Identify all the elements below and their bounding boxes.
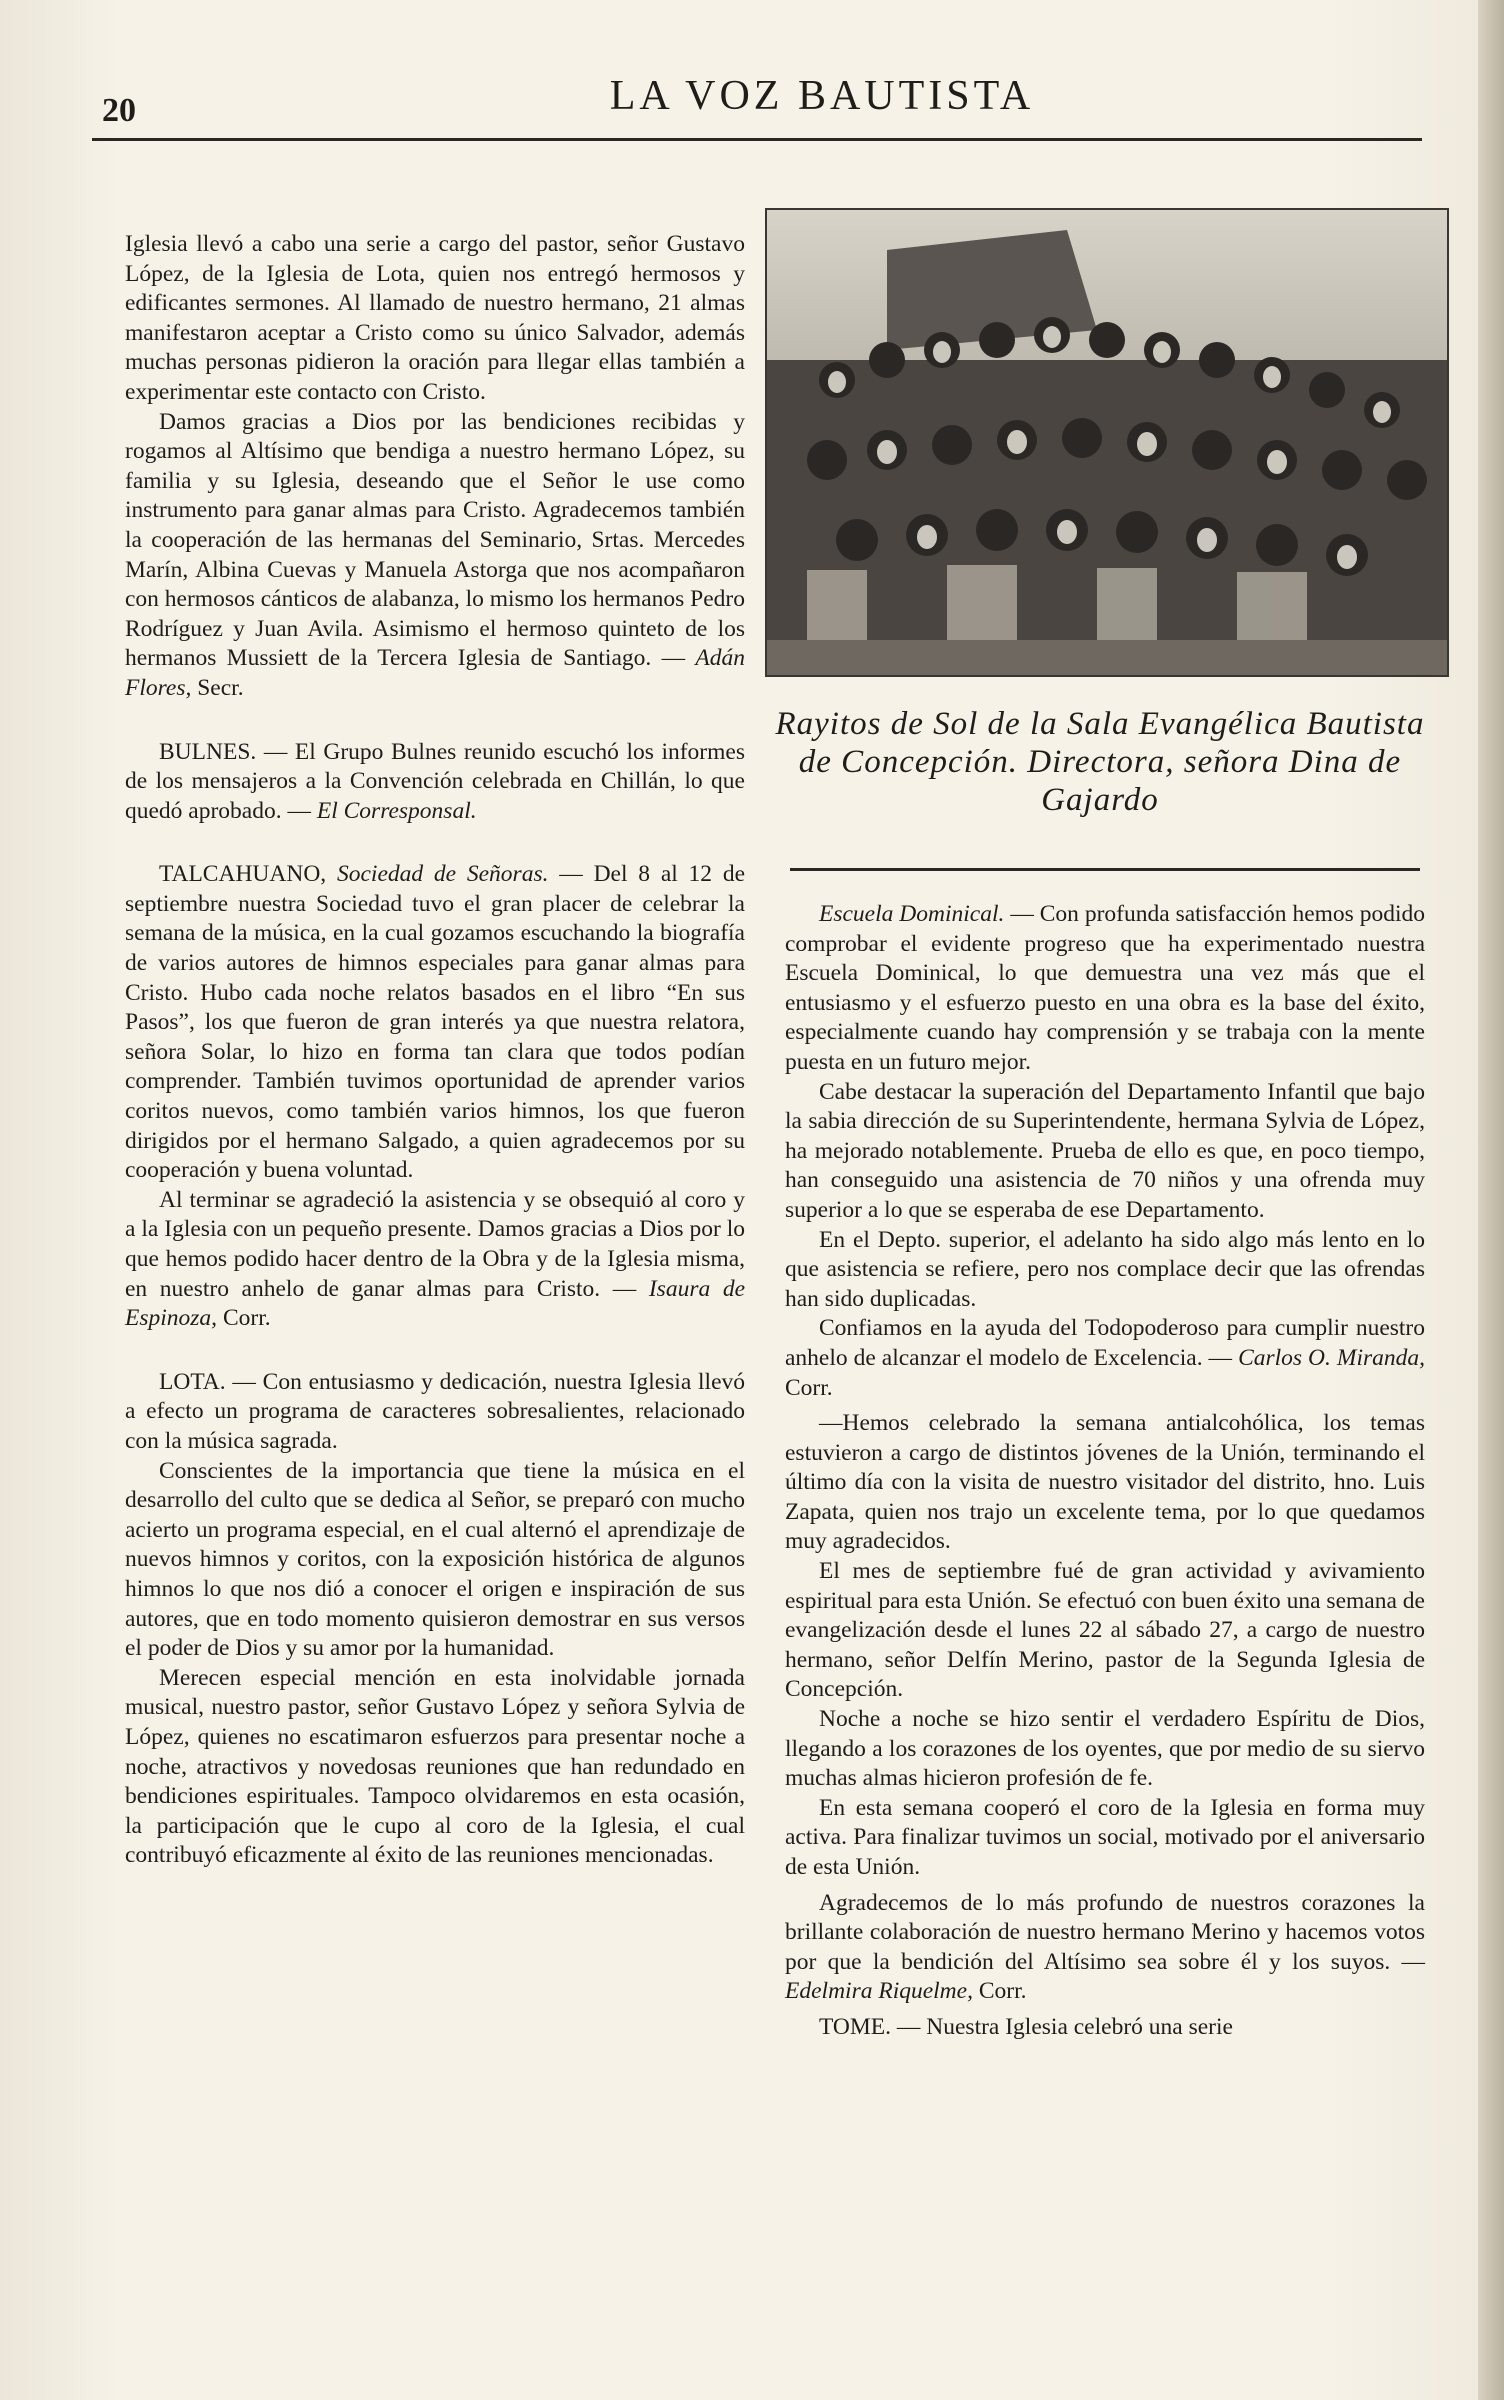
paragraph: Agradecemos de lo más profundo de nuestros corazones la brillante colaboración de nuestro hermano Merino y hacemos votos por que la bendición del Altísimo sea sobre él y los suyos. — Edelmira Riquelme, Corr.: [785, 1889, 1425, 2005]
signature: Isaura de Espinoza,: [125, 1275, 746, 1332]
photo-caption: Rayitos de Sol de la Sala Evangélica Bautista de Concepción. Directora, señora Dina de Gajardo: [775, 706, 1425, 818]
paragraph: TALCAHUANO, Sociedad de Señoras. — Del 8 al 12 de septiembre nuestra Sociedad tuvo el gran placer de celebrar la semana de la música, en la cual gozamos escuchando la biografía de varios autores de himnos especiales para ganar almas para Cristo. Hubo cada noche relatos basados en el libro “En sus Pasos”, los que fueron de gran interés ya que nuestra relatora, señora Solar, lo hizo en forma tan clara que todos podían comprender. También tuvimos oportunidad de aprender varios coritos nuevos, como también varios himnos, los que fueron dirigidos por el hermano Salgado, a quien agradecemos por su cooperación y buena voluntad.: [125, 861, 746, 1184]
paragraph: En el Depto. superior, el adelanto ha sido algo más lento en lo que asistencia se refiere, pero nos complace decir que las ofrendas han sido duplicadas.: [785, 1226, 1425, 1312]
section-rule: [790, 868, 1420, 871]
paragraph: Confiamos en la ayuda del Todopoderoso para cumplir nuestro anhelo de alcanzar el modelo de Excelencia. — Carlos O. Miranda, Corr.: [785, 1315, 1426, 1401]
signature: Edelmira Riquelme,: [785, 1978, 973, 2005]
page-number: 20: [102, 92, 136, 129]
paragraph: LOTA. — Con entusiasmo y dedicación, nuestra Iglesia llevó a efecto un programa de caracteres sobresalientes, relacionado con la música sagrada.: [125, 1368, 745, 1454]
paragraph: TOME. — Nuestra Iglesia celebró una serie: [819, 2013, 1233, 2040]
photo-image: [767, 210, 1447, 675]
paragraph: En esta semana cooperó el coro de la Iglesia en forma muy activa. Para finalizar tuvimos un social, motivado por el aniversario de esta Unión.: [785, 1794, 1425, 1880]
paragraph: Merecen especial mención en esta inolvidable jornada musical, nuestro pastor, señor Gustavo López y señora Sylvia de López, quienes no escatimaron esfuerzos para presentar noche a noche, atractivos y novedosas reuniones que han redundado en bendiciones espirituales. Tampoco olvidaremos en esta ocasión, la participación que le cupo al coro de la Iglesia, el cual contribuyó eficazmente al éxito de las reuniones mencionadas.: [125, 1664, 745, 1869]
paragraph: Conscientes de la importancia que tiene la música en el desarrollo del culto que se dedica al Señor, se preparó con mucho acierto un programa especial, en el cual alternó el aprendizaje de nuevos himnos y coritos, con la exposición histórica de algunos himnos lo que nos dió a conocer el origen e inspiración de sus autores, que en todo momento quisieron demostrar en sus versos el poder de Dios y su amor por la humanidad.: [125, 1457, 745, 1662]
signature: El Corresponsal.: [316, 797, 477, 824]
signature: Adán Flores,: [125, 645, 746, 701]
page-header: [92, 62, 1422, 142]
left-column: [125, 230, 745, 1871]
publication-title: LA VOZ BAUTISTA: [609, 73, 1035, 119]
paragraph: Iglesia llevó a cabo una serie a cargo del pastor, señor Gustavo López, de la Iglesia de Lota, quien nos entregó hermosos y edificantes sermones. Al llamado de nuestro hermano, 21 almas manifestaron aceptar a Cristo como su único Salvador, además muchas personas pidieron la oración para llegar ellas también a experimentar este contacto con Cristo.: [125, 231, 745, 405]
paragraph: Al terminar se agradeció la asistencia y se obsequió al coro y a la Iglesia con un pequeño presente. Damos gracias a Dios por lo que hemos podido hacer dentro de la Obra y de la Iglesia misma, en nuestro anhelo de ganar almas para Cristo. — Isaura de Espinoza, Corr.: [125, 1186, 746, 1332]
section-subtitle: Escuela Dominical.: [819, 901, 1005, 927]
page-binding-edge: [1478, 0, 1504, 2400]
group-photo: [765, 208, 1449, 677]
paragraph: El mes de septiembre fué de gran actividad y avivamiento espiritual para esta Unión. Se efectuó con buen éxito una semana de evangelización desde el lunes 22 al sábado 27, a cargo de nuestro hermano, señor Delfín Merino, pastor de la Segunda Iglesia de Concepción.: [785, 1558, 1425, 1703]
paragraph: BULNES. — El Grupo Bulnes reunido escuchó los informes de los mensajeros a la Convención celebrada en Chillán, lo que quedó aprobado. — El Corresponsal.: [125, 738, 745, 824]
right-column: [785, 900, 1425, 2043]
paragraph: —Hemos celebrado la semana antialcohólica, los temas estuvieron a cargo de distintos jóvenes de la Unión, terminando el último día con la visita de nuestro visitador del distrito, hno. Luis Zapata, quien nos trajo un excelente tema, por lo que quedamos muy agradecidos.: [785, 1410, 1425, 1555]
paragraph: Cabe destacar la superación del Departamento Infantil que bajo la sabia dirección de su Superintendente, hermana Sylvia de López, ha mejorado notablemente. Prueba de ello es que, en poco tiempo, han conseguido una asistencia de 70 niños y una ofrenda muy superior a lo que se esperaba de ese Departamento.: [785, 1078, 1425, 1223]
signature: Carlos O. Miranda,: [1238, 1344, 1426, 1371]
paragraph: Escuela Dominical. — Con profunda satisfacción hemos podido comprobar el evidente progreso que ha experimentado nuestra Escuela Dominical, lo que demuestra una vez más que el entusiasmo y el esfuerzo puesto en una obra es la base del éxito, especialmente cuando hay comprensión y se trabaja con la mente puesta en un futuro mejor.: [785, 901, 1425, 1075]
paragraph: Noche a noche se hizo sentir el verdadero Espíritu de Dios, llegando a los corazones de los oyentes, que por medio de su siervo muchas almas hicieron profesión de fe.: [785, 1706, 1425, 1792]
paragraph: Damos gracias a Dios por las bendiciones recibidas y rogamos al Altísimo que bendiga a nuestro hermano López, su familia y su Iglesia, deseando que el Señor le use como instrumento para ganar almas para Cristo. Agradecemos también la cooperación de las hermanas del Seminario, Srtas. Mercedes Marín, Albina Cuevas y Manuela Astorga que nos acompañaron con hermosos cánticos de alabanza, lo mismo los hermanos Pedro Rodríguez y Juan Avila. Asimismo el hermoso quinteto de los hermanos Mussiett de la Tercera Iglesia de Santiago. — Adán Flores, Secr.: [125, 408, 746, 701]
section-subtitle: Sociedad de Señoras.: [336, 861, 549, 888]
header-rule: [92, 138, 1422, 141]
